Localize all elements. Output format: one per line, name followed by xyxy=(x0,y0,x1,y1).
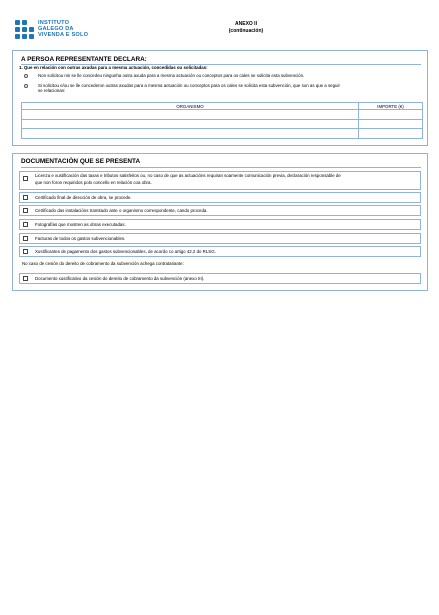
documentation-divider xyxy=(21,167,421,168)
doc-item-4-label: Fotografías que mostren as obras executadas. xyxy=(35,221,126,227)
doc-item-1-checkbox[interactable] xyxy=(23,176,28,181)
documentation-title: DOCUMENTACIÓN QUE SE PRESENTA xyxy=(21,158,141,165)
col-organismo-header: ORGANISMO xyxy=(22,103,359,110)
logo-line-1: INSTITUTO xyxy=(38,20,70,26)
declaration-item-1: 1. Que en relación con outras axudas para a mesma actuación, concedidas ou solicitadas: xyxy=(19,65,208,70)
doc-item-3-checkbox[interactable] xyxy=(23,208,28,213)
annex-subtitle: (continuación) xyxy=(228,28,264,34)
logo-line-3: VIVENDA E SOLO xyxy=(38,32,89,39)
doc-item-2-label: Certificado final de dirección de obra, se procede. xyxy=(35,194,132,200)
annex-title: ANEXO II xyxy=(235,21,257,27)
col-importe-header: IMPORTE (€) xyxy=(359,103,423,110)
doc-item-1-label-line-1: Licenza e xustificación das taxas e tributos satisfeitos ou, no caso de que as actuacións requiran soamente comunicación previa, declaración responsable de xyxy=(35,173,341,178)
annex-heading xyxy=(216,21,276,35)
radio-no-other-aid[interactable] xyxy=(24,74,28,78)
cession-doc-label: Documento xustificativo da cesión do dereito de cobramento da subvención (anexo III). xyxy=(35,275,205,281)
option-no-label: Non solicitou nin se lle concedeu ningunha outra axuda para a mesma actuación ou conceptos para os cales se solicita esta subvención. xyxy=(38,73,305,78)
option-yes-label-2: se relacionan: xyxy=(38,88,66,93)
other-aid-table xyxy=(21,102,423,139)
doc-item-2-checkbox[interactable] xyxy=(23,195,28,200)
option-yes-label-1: Si solicitou e/ou se lle concederon outras axudas para a mesma actuación ou conceptos para os cales se solicita esta subvención, que son as que a seguir xyxy=(38,83,340,88)
declaration-section xyxy=(12,50,428,146)
radio-other-aid[interactable] xyxy=(24,84,28,88)
documentation-section xyxy=(12,153,428,291)
table-row xyxy=(22,119,423,129)
importe-input[interactable] xyxy=(359,119,423,129)
doc-item-1-label-line-2: que non foron requiridos polo concello en relación coa obra. xyxy=(35,179,152,185)
cession-doc-checkbox[interactable] xyxy=(23,276,28,281)
organismo-input[interactable] xyxy=(22,119,359,129)
organismo-input[interactable] xyxy=(22,110,359,120)
importe-input[interactable] xyxy=(359,129,423,139)
table-row xyxy=(22,110,423,120)
doc-item-6-label: Xustificantes de pagamento dos gastos subvencionables, de acordo co artigo 42.2 do RLSG. xyxy=(35,248,216,254)
logo-mark-icon xyxy=(15,20,34,42)
cession-note: No caso de cesión do dereito de cobramento da subvención achega contratariante: xyxy=(22,261,184,266)
declaration-title: A PERSOA REPRESENTANTE DECLARA: xyxy=(21,56,147,63)
doc-item-4-checkbox[interactable] xyxy=(23,222,28,227)
doc-item-5-checkbox[interactable] xyxy=(23,236,28,241)
importe-input[interactable] xyxy=(359,110,423,120)
doc-item-6-checkbox[interactable] xyxy=(23,249,28,254)
logo-line-2: GALEGO DA xyxy=(38,26,74,33)
doc-item-5-label: Facturas de todos os gastos subvencionables. xyxy=(35,235,126,241)
table-row xyxy=(22,129,423,139)
igvs-logo xyxy=(15,20,88,42)
doc-item-3-label: Certificado das instalacións tramitado ante o organismo correspondente, cando proceda. xyxy=(35,207,208,213)
logo-text xyxy=(38,20,88,39)
organismo-input[interactable] xyxy=(22,129,359,139)
